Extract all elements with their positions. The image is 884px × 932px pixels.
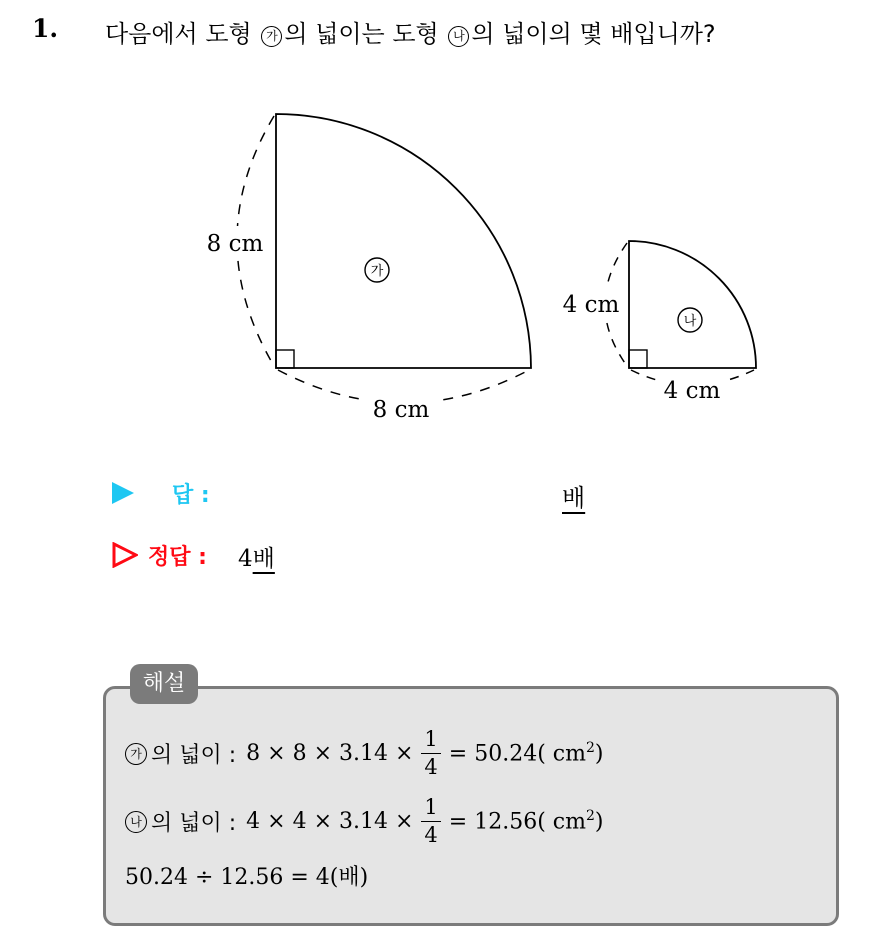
explanation-line-1-sup: 2: [585, 740, 595, 757]
explanation-line-2-expr-right: [449, 808, 604, 834]
explanation-line-2-result: = 12.56( cm: [448, 809, 586, 835]
explanation-line-1-mark: 가: [125, 743, 147, 765]
explanation-line-2-sup: 2: [585, 808, 595, 825]
explanation-line-2-expr-left: 4 × 4 × 3.14 ×: [246, 809, 414, 834]
shape-a-base-label: 8 cm: [372, 397, 430, 423]
answer-row: [110, 478, 610, 510]
shape-b-base-label: 4 cm: [663, 378, 721, 404]
explanation-line-1: [125, 728, 603, 779]
explanation-line-1-denominator: 4: [424, 755, 438, 779]
correct-triangle-icon: [112, 542, 138, 568]
explanation-line-1-result: = 50.24( cm: [448, 741, 586, 767]
shape-a-radius-label: 8 cm: [206, 231, 264, 257]
correct-number: 4: [238, 546, 253, 572]
explanation-line-3-text: 50.24 ÷ 12.56 = 4(: [125, 865, 339, 890]
explanation-line-3-unit: 배: [338, 865, 360, 890]
question-text-part2: 의 넓이는 도형: [284, 20, 439, 48]
explanation-line-2-denominator: 4: [424, 823, 438, 847]
explanation-line-1-numerator: 1: [421, 728, 440, 754]
shape-a-right-angle: [276, 350, 294, 368]
shape-b-outline: [629, 241, 756, 368]
quarter-circles-figure: [0, 0, 884, 460]
shape-b-radius-label: 4 cm: [562, 292, 620, 318]
shape-a-mark: 가: [261, 26, 282, 47]
explanation-line-3: [125, 860, 368, 891]
shape-a-center-mark: 가: [370, 264, 384, 279]
explanation-line-1-label: 의 넓이 :: [151, 743, 237, 768]
correct-unit: 배: [252, 546, 275, 572]
question-text-part1: 다음에서 도형: [105, 20, 252, 48]
shape-b-mark: 나: [448, 26, 469, 47]
answer-unit: 배: [562, 484, 586, 512]
explanation-line-3-expr: [125, 860, 368, 891]
answer-label: 답 :: [172, 483, 210, 508]
explanation-line-1-expr-left: 8 × 8 × 3.14 ×: [246, 741, 414, 766]
explanation-line-2-numerator: 1: [421, 796, 440, 822]
explanation-line-1-expr-right: [449, 740, 604, 766]
question-number: 1.: [32, 14, 59, 43]
explanation-line-2-fraction: [421, 796, 440, 847]
explanation-tab: 해설: [130, 664, 198, 704]
explanation-line-2-mark: 나: [125, 811, 147, 833]
correct-label: 정답 :: [148, 545, 207, 570]
correct-answer-row: [110, 540, 610, 572]
shape-a-outline: [276, 114, 531, 368]
explanation-line-2-label: 의 넓이 :: [151, 811, 237, 836]
shape-b-right-angle: [629, 350, 647, 368]
explanation-line-1-fraction: [421, 728, 440, 779]
question-text-part3: 의 넓이의 몇 배입니까?: [471, 20, 716, 48]
answer-triangle-icon: [112, 482, 134, 504]
explanation-line-1-close: ): [594, 741, 604, 767]
correct-value: [238, 540, 275, 573]
explanation-line-2-close: ): [594, 809, 604, 835]
explanation-line-3-close: ): [359, 865, 369, 890]
explanation-line-2: [125, 796, 603, 847]
shape-b-center-mark: 나: [683, 314, 697, 329]
